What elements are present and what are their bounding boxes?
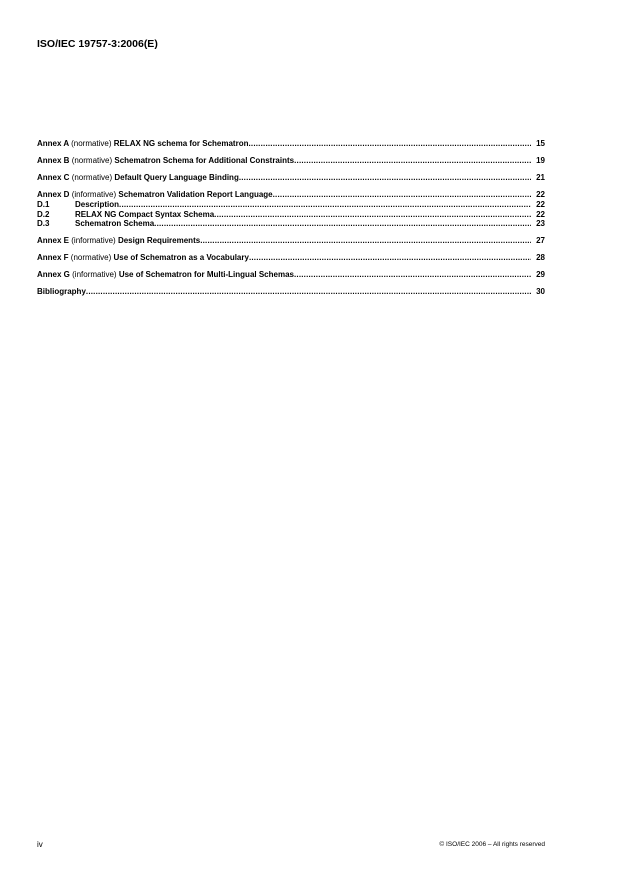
- dot-leader: [86, 287, 531, 297]
- annex-title: Design Requirements: [117, 235, 201, 245]
- toc-page-number: 27: [536, 235, 545, 245]
- toc-entry-annex-f[interactable]: [37, 253, 545, 263]
- toc-page-number: 30: [536, 286, 545, 296]
- dot-leader: [154, 219, 531, 229]
- toc-entry-title: [37, 270, 294, 280]
- annex-kind: (normative): [71, 173, 113, 182]
- annex-title: RELAX NG schema for Schematron: [113, 139, 249, 148]
- dot-leader: [273, 190, 531, 200]
- toc-page-number: 21: [536, 173, 545, 182]
- annex-title: Schematron Validation Report Language: [118, 190, 273, 199]
- section-title: Description: [75, 200, 120, 209]
- toc-entry-title: [37, 139, 248, 149]
- dot-leader: [214, 210, 531, 220]
- table-of-contents: [37, 139, 545, 304]
- annex-label: Annex B: [37, 156, 70, 165]
- annex-label: Annex C: [37, 173, 70, 182]
- toc-entry-title: [37, 210, 214, 220]
- annex-kind: (informative): [71, 190, 117, 199]
- section-number: D.2: [37, 209, 50, 219]
- annex-kind: (informative): [72, 269, 117, 279]
- toc-page-number: 28: [536, 252, 545, 262]
- dot-leader: [294, 270, 531, 280]
- toc-entry-annex-c[interactable]: [37, 173, 545, 183]
- annex-kind: (normative): [71, 156, 113, 165]
- toc-page-number: 23: [536, 219, 545, 228]
- toc-page-number: 15: [536, 139, 545, 148]
- toc-page-number: 22: [536, 200, 545, 209]
- toc-entry-title: Bibliography: [37, 286, 86, 296]
- dot-leader: [248, 139, 531, 149]
- section-title: Schematron Schema: [75, 219, 155, 228]
- dot-leader: [249, 253, 531, 263]
- toc-entry-title: [37, 173, 239, 183]
- toc-entry-bibliography[interactable]: [37, 287, 545, 297]
- toc-entry-annex-e[interactable]: [37, 236, 545, 246]
- toc-entry-title: [37, 219, 154, 229]
- toc-entry-title: [37, 156, 294, 166]
- section-number: D.1: [37, 200, 50, 209]
- toc-page-number: 29: [536, 269, 545, 279]
- toc-page-number: 22: [536, 209, 545, 219]
- annex-title: Use of Schematron for Multi-Lingual Schemas: [118, 269, 294, 279]
- annex-kind: (informative): [71, 235, 116, 245]
- annex-title: Use of Schematron as a Vocabulary: [113, 252, 249, 262]
- toc-entry-title: [37, 190, 273, 200]
- annex-title: Default Query Language Binding: [114, 173, 239, 182]
- annex-label: Annex E: [37, 235, 70, 245]
- standard-id-header: ISO/IEC 19757-3:2006(E): [37, 38, 158, 50]
- toc-entry-d2[interactable]: [37, 210, 545, 220]
- toc-entry-d1[interactable]: [37, 200, 545, 210]
- toc-entry-annex-b[interactable]: [37, 156, 545, 166]
- toc-entry-annex-g[interactable]: [37, 270, 545, 280]
- toc-page-number: 19: [536, 156, 545, 165]
- toc-entry-annex-d[interactable]: [37, 190, 545, 200]
- annex-label: Annex F: [37, 252, 69, 262]
- toc-entry-title: [37, 200, 119, 210]
- annex-title: Schematron Schema for Additional Constraints: [114, 156, 295, 165]
- dot-leader: [119, 200, 531, 210]
- toc-entry-d3[interactable]: [37, 219, 545, 229]
- footer-page-number: iv: [37, 840, 43, 849]
- dot-leader: [294, 156, 531, 166]
- toc-entry-title: [37, 253, 249, 263]
- section-number: D.3: [37, 219, 50, 228]
- toc-entry-annex-a[interactable]: [37, 139, 545, 149]
- section-title: RELAX NG Compact Syntax Schema: [75, 209, 215, 219]
- toc-entry-title: [37, 236, 200, 246]
- dot-leader: [200, 236, 531, 246]
- annex-label: Annex D: [37, 190, 70, 199]
- dot-leader: [239, 173, 531, 183]
- annex-label: Annex G: [37, 269, 70, 279]
- toc-page-number: 22: [536, 190, 545, 199]
- annex-kind: (normative): [71, 139, 112, 148]
- annex-kind: (normative): [70, 252, 112, 262]
- annex-label: Annex A: [37, 139, 69, 148]
- footer-copyright: © ISO/IEC 2006 – All rights reserved: [439, 841, 545, 848]
